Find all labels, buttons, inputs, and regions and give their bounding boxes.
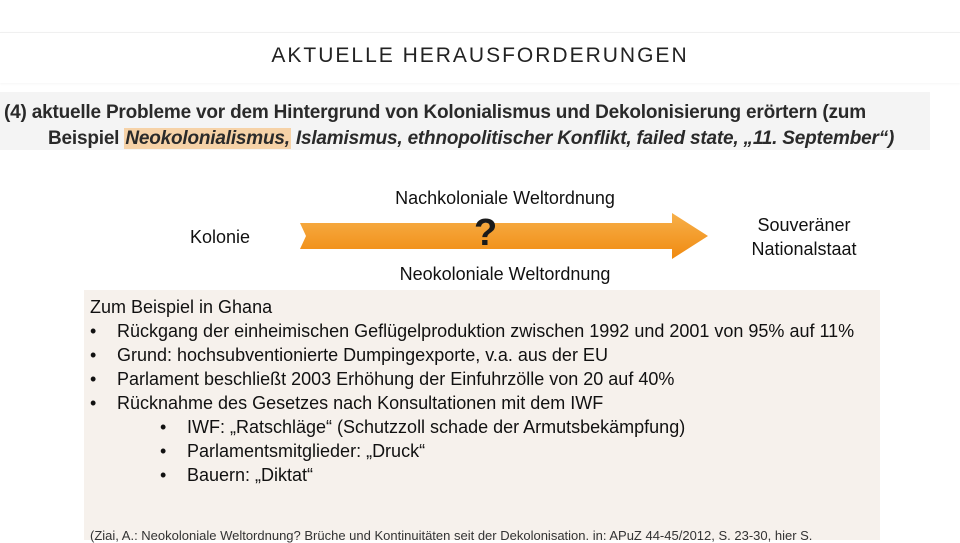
topic-line-1 [4,102,866,124]
sub-list-item-text: Bauern: „Diktat“ [187,465,314,485]
list-item-text: Rückgang der einheimischen Geflügelproduktion zwischen 1992 und 2001 von 95% auf 11% [117,321,855,341]
bullet: • [90,321,97,341]
bullet: • [160,417,167,437]
example-content [90,295,877,487]
diagram-bottom-label: Neokoloniale Weltordnung [399,264,611,284]
list-item-text: Rücknahme des Gesetzes nach Konsultationen mit dem IWF [117,393,604,413]
diagram-left-label: Kolonie [190,227,251,247]
list-item-text: Grund: hochsubventionierte Dumpingexporte, v.a. aus der EU [117,345,608,365]
sub-list-item [160,439,877,463]
list-item [90,391,877,415]
bullet: • [160,441,167,461]
topic-text-2-rest: Islamismus, ethnopolitischer Konflikt, failed state, „11. September“) [290,128,895,149]
topic-text-1: aktuelle Probleme vor dem Hintergrund von Kolonialismus und Dekolonisierung erörtern (zum [31,102,866,123]
transition-arrow [300,213,710,261]
sub-list-item-text: IWF: „Ratschläge“ (Schutzzoll schade der Armutsbekämpfung) [187,417,686,437]
example-heading: Zum Beispiel in Ghana [90,297,273,317]
right-label-line-2: Nationalstaat [751,239,857,259]
topic-text-2-prefix: Beispiel [48,128,125,149]
right-label-line-1: Souveräner [757,215,851,235]
diagram-right-label [740,213,868,261]
sub-list-item [160,415,877,439]
topic-number: (4) [4,102,27,123]
list-item [90,319,877,343]
page-title: AKTUELLE HERAUSFORDERUNGEN [271,44,689,67]
topic-highlight: Neokolonialismus, [125,128,290,149]
question-mark: ? [474,212,498,254]
list-item [90,343,877,367]
sub-list-item [160,463,877,487]
bullet: • [90,369,97,389]
source-footnote: (Ziai, A.: Neokoloniale Weltordnung? Brüche und Kontinuitäten seit der Dekolonisation. in: APuZ 44-45/2012, S. 23-30, hier S. [90,528,813,543]
bullet: • [160,465,167,485]
list-item-text: Parlament beschließt 2003 Erhöhung der Einfuhrzölle von 20 auf 40% [117,369,675,389]
topic-line-2 [48,128,894,150]
diagram-top-label: Nachkoloniale Weltordnung [395,188,615,208]
sub-list-item-text: Parlamentsmitglieder: „Druck“ [187,441,426,461]
list-item [90,367,877,391]
bullet: • [90,345,97,365]
bullet: • [90,393,97,413]
